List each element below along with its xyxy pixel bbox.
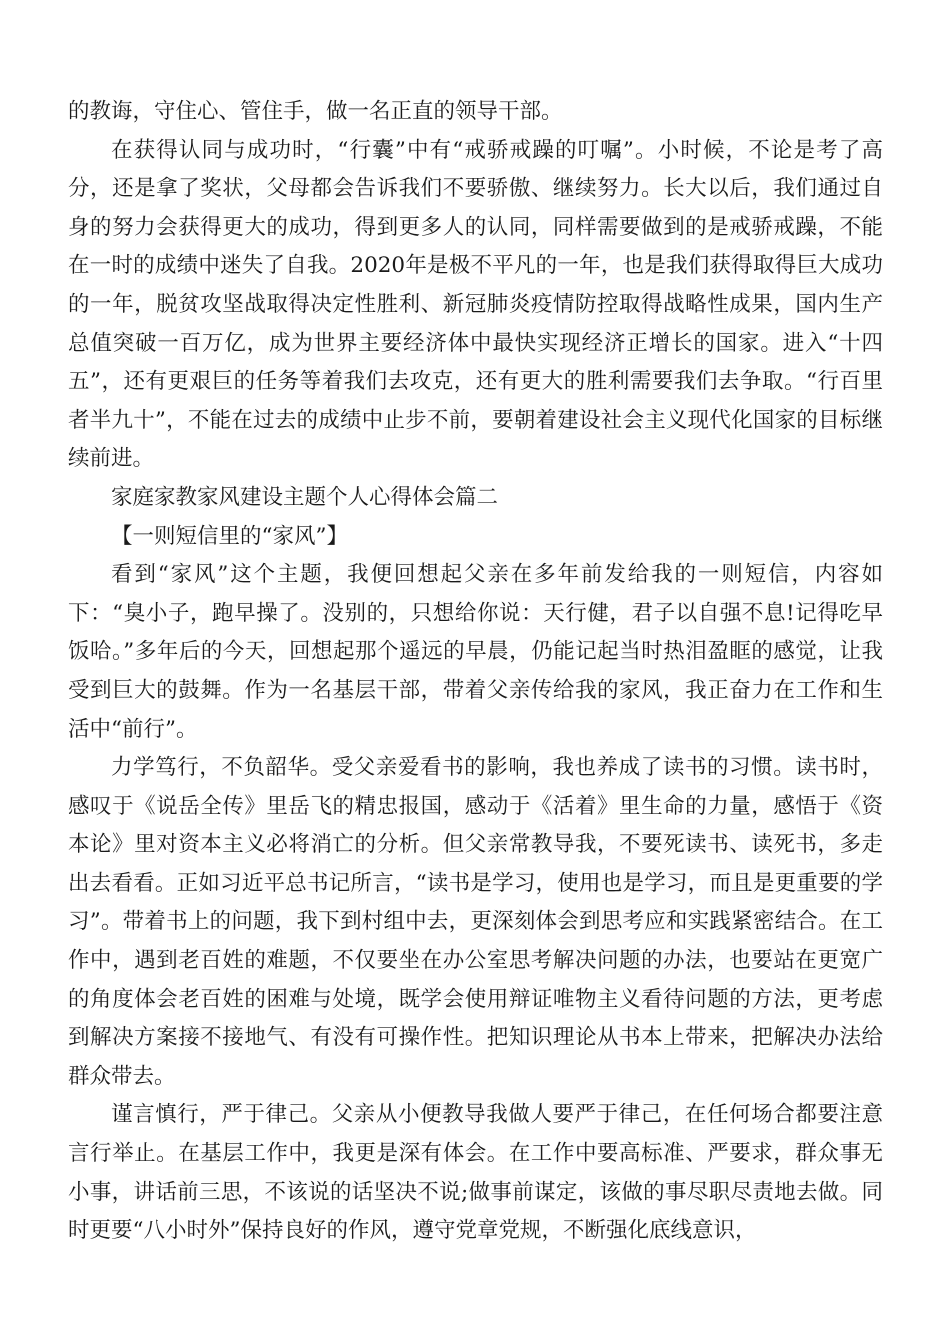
paragraph-study: 力学笃行，不负韶华。受父亲爱看书的影响，我也养成了读书的习惯。读书时，感叹于《说岳全传》里岳飞的精忠报国，感动于《活着》里生命的力量，感悟于《资本论》里对资本主义必将消亡的分析。但父亲常教导我，不要死读书、读死书，多走出去看看。正如习近平总书记所言，“读书是学习，使用也是学习，而且是更重要的学习”。带着书上的问题，我下到村组中去，更深刻体会到思考应和实践紧密结合。在工作中，遇到老百姓的难题，不仅要坐在办公室思考解决问题的办法，也要站在更宽广的角度体会老百姓的困难与处境，既学会使用辩证唯物主义看待问题的方法，更考虑到解决方案接不接地气、有没有可操作性。把知识理论从书本上带来，把解决办法给群众带去。 (68, 755, 883, 1089)
document-body (68, 93, 883, 1251)
paragraph-humility: 在获得认同与成功时，“行囊”中有“戒骄戒躁的叮嘱”。小时候，不论是考了高分，还是拿了奖状，父母都会告诉我们不要骄傲、继续努力。长大以后，我们通过自身的努力会获得更大的成功，得到更多人的认同，同样需要做到的是戒骄戒躁，不能在一时的成绩中迷失了自我。2020年是极不平凡的一年，也是我们获得取得巨大成功的一年，脱贫攻坚战取得决定性胜利、新冠肺炎疫情防控取得战略性成果，国内生产总值突破一百万亿，成为世界主要经济体中最快实现经济正增长的国家。进入“十四五”，还有更艰巨的任务等着我们去攻克，还有更大的胜利需要我们去争取。“行百里者半九十”，不能在过去的成绩中止步不前，要朝着建设社会主义现代化国家的目标继续前进。 (68, 137, 883, 472)
paragraph-discipline: 谨言慎行，严于律己。父亲从小便教导我做人要严于律己，在任何场合都要注意言行举止。在基层工作中，我更是深有体会。在工作中要高标准、严要求，群众事无小事，讲话前三思，不该说的话坚决不说;做事前谋定，该做的事尽职尽责地去做。同时更要“八小时外”保持良好的作风，遵守党章党规，不断强化底线意识， (68, 1102, 883, 1244)
paragraph-continuation: 的教诲，守住心、管住手，做一名正直的领导干部。 (68, 99, 563, 124)
paragraph-text-message: 看到“家风”这个主题，我便回想起父亲在多年前发给我的一则短信，内容如下：“臭小子，跑早操了。没别的，只想给你说：天行健，君子以自强不息!记得吃早饭哈。”多年后的今天，回想起那个遥远的早晨，仍能记起当时热泪盈眶的感觉，让我受到巨大的鼓舞。作为一名基层干部，带着父亲传给我的家风，我正奋力在工作和生活中“前行”。 (68, 562, 883, 742)
section-title: 家庭家教家风建设主题个人心得体会篇二 (111, 484, 499, 510)
section-subtitle: 【一则短信里的“家风”】 (111, 523, 348, 549)
